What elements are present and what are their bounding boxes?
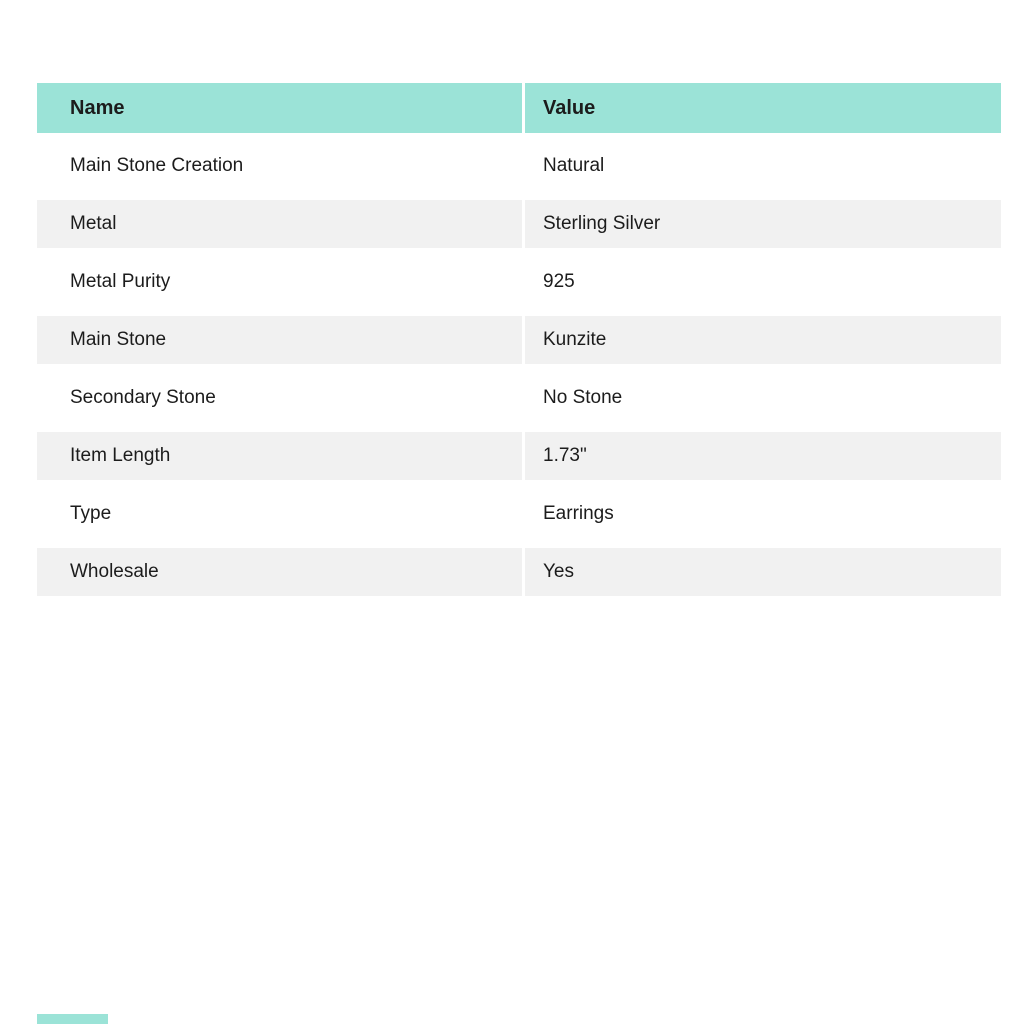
attribute-name-cell: Type — [37, 485, 525, 543]
table-row — [37, 253, 1001, 311]
attribute-value-cell: Earrings — [525, 485, 1001, 543]
product-attributes-table — [37, 83, 1001, 601]
attribute-value-cell: Kunzite — [525, 311, 1001, 369]
attribute-name-cell: Item Length — [37, 427, 525, 485]
attribute-value-cell: Yes — [525, 543, 1001, 601]
partial-next-table-header — [37, 1014, 108, 1024]
attribute-value-cell: No Stone — [525, 369, 1001, 427]
attribute-name-cell: Metal Purity — [37, 253, 525, 311]
attribute-value-cell: 925 — [525, 253, 1001, 311]
attribute-value-cell: 1.73" — [525, 427, 1001, 485]
attribute-name-cell: Wholesale — [37, 543, 525, 601]
attribute-name-cell: Secondary Stone — [37, 369, 525, 427]
table-row — [37, 485, 1001, 543]
table-row — [37, 543, 1001, 601]
table-row — [37, 137, 1001, 195]
attribute-value-cell: Sterling Silver — [525, 195, 1001, 253]
attribute-name-cell: Metal — [37, 195, 525, 253]
table-row — [37, 311, 1001, 369]
table-header-row — [37, 83, 1001, 137]
attribute-value-cell: Natural — [525, 137, 1001, 195]
table-row — [37, 195, 1001, 253]
column-header-value: Value — [525, 83, 1001, 137]
table-row — [37, 369, 1001, 427]
attribute-name-cell: Main Stone — [37, 311, 525, 369]
attribute-name-cell: Main Stone Creation — [37, 137, 525, 195]
column-header-name: Name — [37, 83, 525, 137]
table-row — [37, 427, 1001, 485]
